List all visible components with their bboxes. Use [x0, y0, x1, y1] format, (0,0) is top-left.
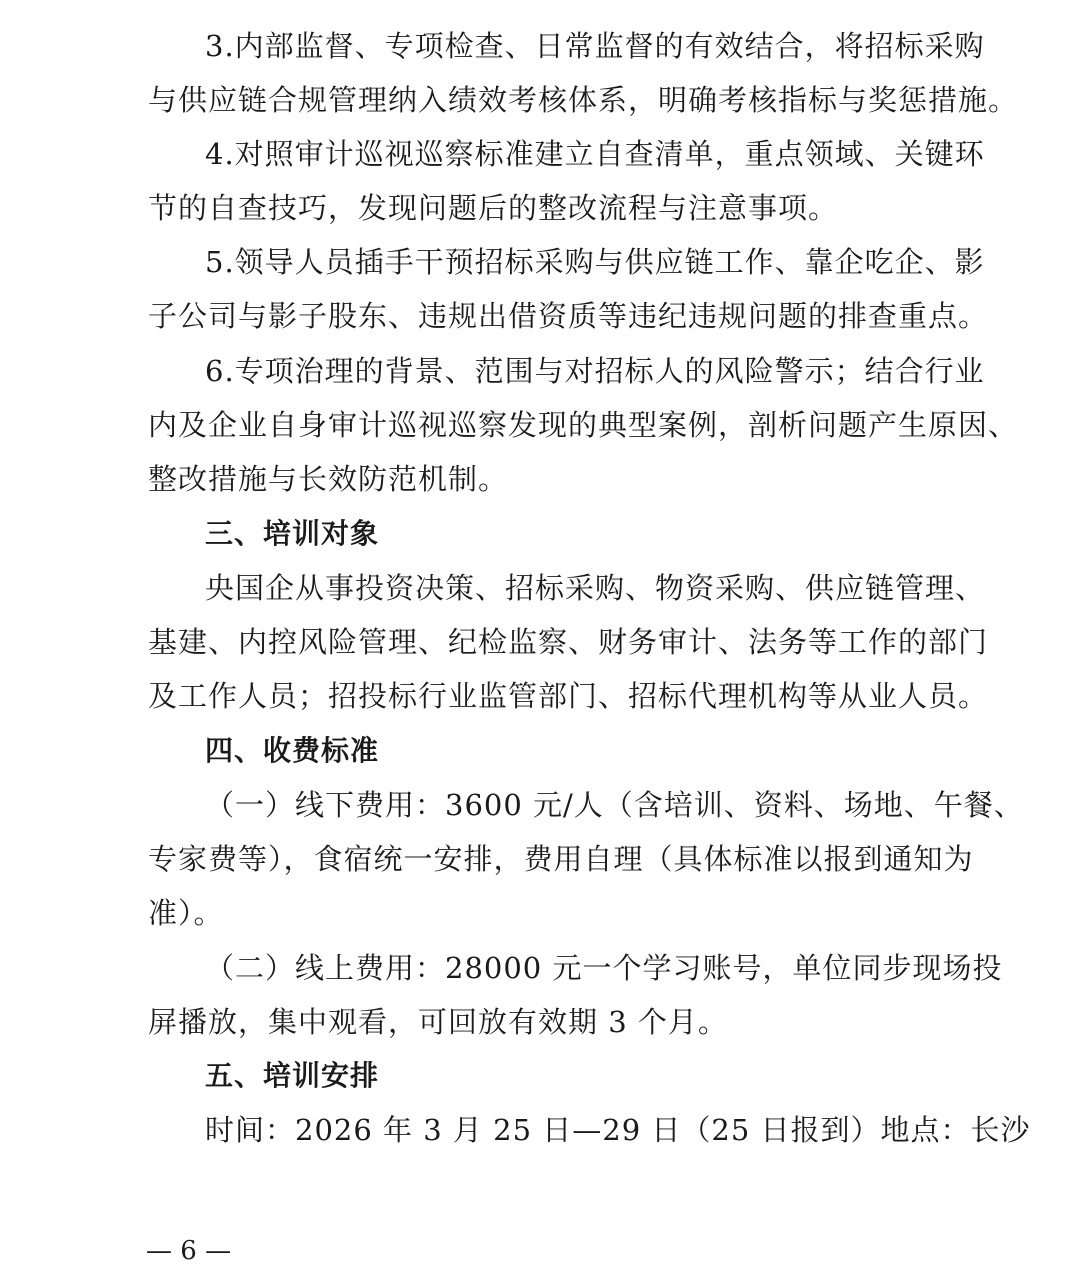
paragraph-4-line-2: 节的自查技巧，发现问题后的整改流程与注意事项。 — [148, 191, 839, 225]
paragraph-6-line-1: 6.专项治理的背景、范围与对招标人的风险警示；结合行业 — [205, 354, 985, 388]
online-fee-line-1: （二）线上费用：28000 元一个学习账号，单位同步现场投 — [205, 951, 1003, 985]
offline-fee-line-2: 专家费等），食宿统一安排，费用自理（具体标准以报到通知为 — [148, 842, 974, 876]
paragraph-6-line-3: 整改措施与长效防范机制。 — [148, 462, 509, 496]
offline-fee-line-1: （一）线下费用：3600 元/人（含培训、资料、场地、午餐、 — [205, 788, 1024, 822]
paragraph-6-line-2: 内及企业自身审计巡视巡察发现的典型案例，剖析问题产生原因、 — [148, 408, 1019, 442]
online-fee-line-2: 屏播放，集中观看，可回放有效期 3 个月。 — [148, 1005, 728, 1039]
paragraph-4-line-1: 4.对照审计巡视巡察标准建立自查清单，重点领域、关键环 — [205, 137, 985, 171]
offline-fee-line-3: 准）。 — [148, 896, 224, 930]
section-3-line-2: 基建、内控风险管理、纪检监察、财务审计、法务等工作的部门 — [148, 625, 989, 659]
schedule-line: 时间：2026 年 3 月 25 日—29 日（25 日报到）地点：长沙 — [205, 1113, 1031, 1147]
section-5-heading: 五、培训安排 — [205, 1059, 380, 1092]
paragraph-3-line-2: 与供应链合规管理纳入绩效考核体系，明确考核指标与奖惩措施。 — [148, 83, 1019, 117]
page-number: — 6 — — [146, 1236, 232, 1266]
section-4-heading: 四、收费标准 — [205, 734, 380, 767]
paragraph-3-line-1: 3.内部监督、专项检查、日常监督的有效结合，将招标采购 — [205, 29, 985, 63]
section-3-line-1: 央国企从事投资决策、招标采购、物资采购、供应链管理、 — [205, 571, 986, 605]
section-3-heading: 三、培训对象 — [205, 517, 380, 550]
paragraph-5-line-2: 子公司与影子股东、违规出借资质等违纪违规问题的排查重点。 — [148, 299, 989, 333]
paragraph-5-line-1: 5.领导人员插手干预招标采购与供应链工作、靠企吃企、影 — [205, 245, 985, 279]
section-3-line-3: 及工作人员；招投标行业监管部门、招标代理机构等从业人员。 — [148, 679, 989, 713]
